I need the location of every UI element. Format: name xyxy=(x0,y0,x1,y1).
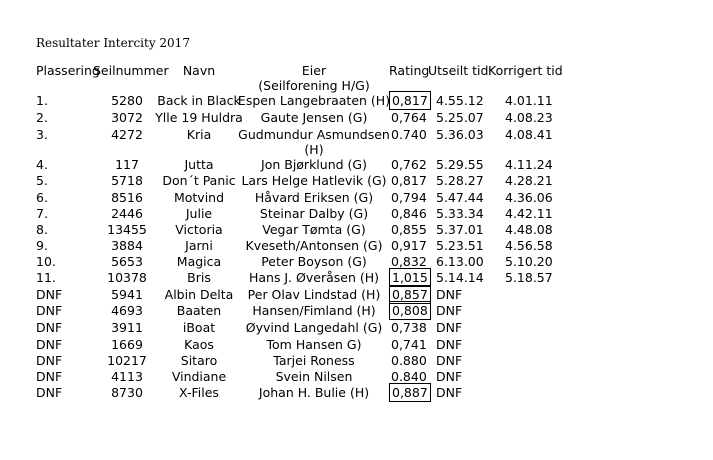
row-place: DNF xyxy=(36,353,63,368)
row-boat-name: Bris xyxy=(187,270,211,285)
row-sailed-time: DNF xyxy=(436,353,463,368)
row-owner: Hansen/Fimland (H) xyxy=(252,303,376,318)
row-rating: 0,808 xyxy=(392,303,428,318)
row-sail-number: 5280 xyxy=(111,93,143,108)
row-boat-name: Magica xyxy=(176,254,222,269)
row-sailed-time: 5.23.51 xyxy=(436,238,484,253)
row-owner: Johan H. Bulie (H) xyxy=(258,385,370,400)
header-rating: Rating xyxy=(389,63,430,78)
row-owner: Steinar Dalby (G) xyxy=(259,206,369,221)
row-owner: Kveseth/Antonsen (G) xyxy=(245,238,383,253)
row-place: 8. xyxy=(36,222,48,237)
row-rating: 0,817 xyxy=(392,93,428,108)
row-owner: Tom Hansen G) xyxy=(266,337,362,352)
row-sail-number: 3072 xyxy=(111,110,143,125)
row-place: 4. xyxy=(36,157,48,172)
row-owner: Hans J. Øveråsen (H) xyxy=(248,270,380,285)
row-boat-name: Kaos xyxy=(184,337,214,352)
row-place: 6. xyxy=(36,190,48,205)
row-place: DNF xyxy=(36,303,63,318)
row-corrected-time: 4.56.58 xyxy=(505,238,553,253)
row-boat-name: Ylle 19 Huldra xyxy=(155,110,243,125)
row-owner: Øyvind Langedahl (G) xyxy=(245,320,383,335)
row-rating: 0,817 xyxy=(391,173,427,188)
row-sailed-time: 5.37.01 xyxy=(436,222,484,237)
row-place: 5. xyxy=(36,173,48,188)
row-corrected-time: 4.01.11 xyxy=(505,93,553,108)
row-sail-number: 3884 xyxy=(111,238,143,253)
row-boat-name: Back in Black xyxy=(157,93,241,108)
row-sail-number: 3911 xyxy=(111,320,143,335)
row-place: 3. xyxy=(36,127,48,142)
row-sailed-time: DNF xyxy=(436,320,463,335)
row-sail-number: 10378 xyxy=(107,270,147,285)
header-owner-sub: (Seilforening H/G) xyxy=(258,78,370,93)
row-sail-number: 4113 xyxy=(111,369,143,384)
row-rating: 0.880 xyxy=(391,353,427,368)
row-sail-number: 13455 xyxy=(107,222,147,237)
row-boat-name: Jarni xyxy=(185,238,213,253)
row-owner: Vegar Tømta (G) xyxy=(262,222,366,237)
row-rating: 0,855 xyxy=(391,222,427,237)
row-rating: 0,857 xyxy=(392,287,428,302)
row-place: 10. xyxy=(36,254,56,269)
row-sail-number: 4272 xyxy=(111,127,143,142)
row-boat-name: Baaten xyxy=(176,303,222,318)
row-boat-name: Victoria xyxy=(175,222,223,237)
row-boat-name: Jutta xyxy=(184,157,214,172)
row-corrected-time: 5.18.57 xyxy=(505,270,553,285)
row-place: DNF xyxy=(36,385,63,400)
row-corrected-time: 4.42.11 xyxy=(505,206,553,221)
row-sail-number: 8516 xyxy=(111,190,143,205)
row-owner: Per Olav Lindstad (H) xyxy=(247,287,381,302)
row-rating: 0,887 xyxy=(392,385,428,400)
row-place: 2. xyxy=(36,110,48,125)
row-place: DNF xyxy=(36,320,63,335)
header-owner: Eier xyxy=(301,63,327,78)
row-sailed-time: DNF xyxy=(436,287,463,302)
row-sail-number: 5718 xyxy=(111,173,143,188)
row-corrected-time: 4.36.06 xyxy=(505,190,553,205)
header-corrected-time: Korrigert tid xyxy=(488,63,563,78)
row-boat-name: Julie xyxy=(185,206,213,221)
row-owner-line2: (H) xyxy=(304,142,324,157)
row-corrected-time: 4.08.23 xyxy=(505,110,553,125)
row-sailed-time: 4.55.12 xyxy=(436,93,484,108)
header-name: Navn xyxy=(182,63,216,78)
row-owner: Håvard Eriksen (G) xyxy=(254,190,374,205)
row-owner: Espen Langebraaten (H) xyxy=(237,93,391,108)
row-sailed-time: DNF xyxy=(436,385,463,400)
row-boat-name: Vindiane xyxy=(171,369,227,384)
row-owner: Gaute Jensen (G) xyxy=(260,110,368,125)
row-sail-number: 117 xyxy=(115,157,139,172)
row-rating: 0,741 xyxy=(391,337,427,352)
row-sail-number: 5941 xyxy=(111,287,143,302)
row-rating: 0.840 xyxy=(391,369,427,384)
row-owner: Peter Boyson (G) xyxy=(261,254,367,269)
row-place: 11. xyxy=(36,270,56,285)
row-place: DNF xyxy=(36,369,63,384)
row-sailed-time: 5.33.34 xyxy=(436,206,484,221)
row-sailed-time: 5.14.14 xyxy=(436,270,484,285)
row-owner: Jon Bjørklund (G) xyxy=(261,157,367,172)
header-place: Plassering xyxy=(36,63,100,78)
row-sail-number: 10217 xyxy=(107,353,147,368)
row-rating: 0,846 xyxy=(391,206,427,221)
row-rating: 0,832 xyxy=(391,254,427,269)
row-rating: 0.740 xyxy=(391,127,427,142)
row-corrected-time: 4.48.08 xyxy=(505,222,553,237)
row-place: 1. xyxy=(36,93,48,108)
row-sailed-time: 5.28.27 xyxy=(436,173,484,188)
row-sailed-time: DNF xyxy=(436,369,463,384)
row-place: DNF xyxy=(36,337,63,352)
row-boat-name: iBoat xyxy=(182,320,216,335)
row-sailed-time: 5.29.55 xyxy=(436,157,484,172)
row-sailed-time: 5.36.03 xyxy=(436,127,484,142)
header-sailed-time: Utseilt tid xyxy=(428,63,489,78)
row-sail-number: 8730 xyxy=(111,385,143,400)
row-corrected-time: 4.11.24 xyxy=(505,157,553,172)
row-place: DNF xyxy=(36,287,63,302)
row-owner: Gudmundur Asmundsen xyxy=(238,127,390,142)
row-boat-name: Motvind xyxy=(173,190,225,205)
row-sailed-time: 6.13.00 xyxy=(436,254,484,269)
row-rating: 0,738 xyxy=(391,320,427,335)
row-place: 7. xyxy=(36,206,48,221)
row-sailed-time: DNF xyxy=(436,303,463,318)
row-owner: Svein Nilsen xyxy=(275,369,353,384)
row-sail-number: 1669 xyxy=(111,337,143,352)
row-boat-name: Kria xyxy=(186,127,212,142)
row-sailed-time: 5.25.07 xyxy=(436,110,484,125)
row-rating: 1,015 xyxy=(392,270,428,285)
row-rating: 0,762 xyxy=(391,157,427,172)
row-rating: 0,794 xyxy=(391,190,427,205)
row-sail-number: 4693 xyxy=(111,303,143,318)
header-sail-number: Seilnummer xyxy=(93,63,169,78)
row-rating: 0,917 xyxy=(391,238,427,253)
row-corrected-time: 4.08.41 xyxy=(505,127,553,142)
row-sail-number: 2446 xyxy=(111,206,143,221)
row-place: 9. xyxy=(36,238,48,253)
row-sailed-time: 5.47.44 xyxy=(436,190,484,205)
row-boat-name: Albin Delta xyxy=(164,287,234,302)
row-corrected-time: 4.28.21 xyxy=(505,173,553,188)
row-boat-name: X-Files xyxy=(179,385,219,400)
document-title: Resultater Intercity 2017 xyxy=(36,36,190,50)
row-sail-number: 5653 xyxy=(111,254,143,269)
row-rating: 0,764 xyxy=(391,110,427,125)
row-owner: Tarjei Roness xyxy=(273,353,355,368)
row-boat-name: Sitaro xyxy=(180,353,218,368)
row-corrected-time: 5.10.20 xyxy=(505,254,553,269)
row-boat-name: Don´t Panic xyxy=(162,173,236,188)
row-owner: Lars Helge Hatlevik (G) xyxy=(241,173,387,188)
row-sailed-time: DNF xyxy=(436,337,463,352)
